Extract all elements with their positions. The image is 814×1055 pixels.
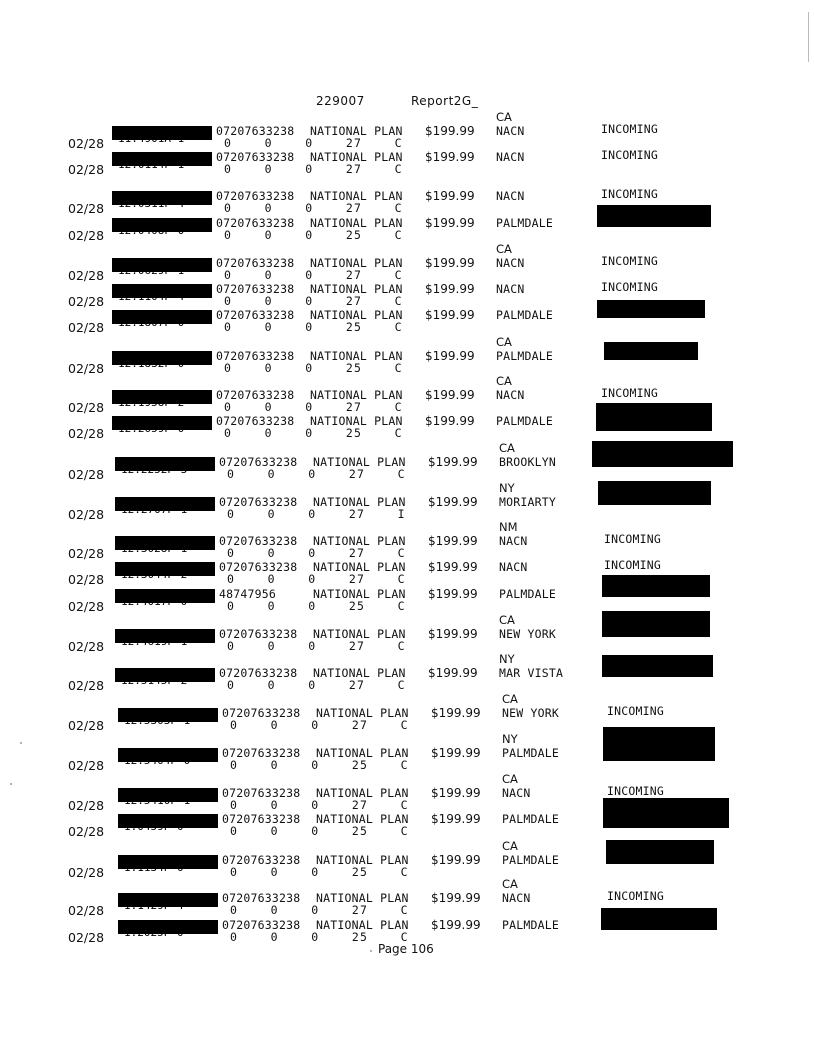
redacted-time-stamp bbox=[115, 457, 215, 477]
redaction-bar bbox=[112, 126, 212, 140]
call-direction: INCOMING bbox=[601, 254, 658, 268]
redaction-bar bbox=[596, 403, 712, 431]
redaction-bar bbox=[112, 416, 212, 430]
plan-name: NATIONAL PLAN bbox=[310, 388, 403, 402]
phone-number: 07207633238 bbox=[216, 282, 295, 296]
state-code: NY bbox=[502, 732, 518, 746]
redaction-bar bbox=[112, 310, 212, 324]
plan-amount: $199.99 bbox=[425, 349, 475, 363]
usage-columns: 0 0 0 27 C bbox=[230, 903, 409, 917]
plan-name: NATIONAL PLAN bbox=[313, 455, 406, 469]
redacted-time-stamp bbox=[118, 788, 218, 808]
plan-amount: $199.99 bbox=[431, 786, 481, 800]
redacted-time-stamp bbox=[112, 390, 212, 410]
plan-amount: $199.99 bbox=[425, 308, 475, 322]
city-name: NACN bbox=[496, 189, 525, 203]
redaction-bar bbox=[118, 814, 218, 828]
redacted-time-stamp bbox=[118, 814, 218, 834]
city-name: PALMDALE bbox=[496, 216, 553, 230]
call-direction: INCOMING bbox=[604, 558, 661, 572]
phone-number: 07207633238 bbox=[219, 666, 298, 680]
plan-name: NATIONAL PLAN bbox=[313, 627, 406, 641]
call-date: 02/28 bbox=[68, 467, 105, 482]
state-code: CA bbox=[496, 110, 512, 124]
call-date: 02/28 bbox=[68, 201, 105, 216]
state-code: CA bbox=[502, 877, 518, 891]
redacted-time-stamp bbox=[115, 497, 215, 517]
city-name: NACN bbox=[502, 786, 531, 800]
call-date: 02/28 bbox=[68, 162, 105, 177]
city-name: NEW YORK bbox=[499, 627, 556, 641]
redaction-bar bbox=[112, 258, 212, 272]
plan-amount: $199.99 bbox=[428, 495, 478, 509]
redaction-bar bbox=[597, 300, 705, 318]
call-date: 02/28 bbox=[68, 320, 105, 335]
state-code: CA bbox=[499, 613, 515, 627]
plan-amount: $199.99 bbox=[425, 150, 475, 164]
usage-columns: 0 0 0 27 C bbox=[224, 162, 403, 176]
plan-name: NATIONAL PLAN bbox=[310, 124, 403, 138]
city-name: NACN bbox=[496, 124, 525, 138]
usage-columns: 0 0 0 27 C bbox=[227, 467, 406, 481]
plan-name: NATIONAL PLAN bbox=[310, 308, 403, 322]
plan-amount: $199.99 bbox=[425, 282, 475, 296]
redaction-bar bbox=[118, 920, 218, 934]
redaction-bar bbox=[112, 284, 212, 298]
plan-amount: $199.99 bbox=[428, 627, 478, 641]
call-date: 02/28 bbox=[68, 228, 105, 243]
state-code: NM bbox=[499, 520, 518, 534]
plan-name: NATIONAL PLAN bbox=[316, 746, 409, 760]
call-date: 02/28 bbox=[68, 599, 105, 614]
call-direction: INCOMING bbox=[607, 889, 664, 903]
page-number: Page 106 bbox=[378, 942, 434, 956]
state-code: CA bbox=[499, 441, 515, 455]
city-name: NEW YORK bbox=[502, 706, 559, 720]
redaction-bar bbox=[115, 668, 215, 682]
phone-number: 07207633238 bbox=[222, 746, 301, 760]
plan-amount: $199.99 bbox=[431, 706, 481, 720]
plan-amount: $199.99 bbox=[425, 414, 475, 428]
plan-amount: $199.99 bbox=[428, 534, 478, 548]
redaction-bar bbox=[115, 562, 215, 576]
usage-columns: 0 0 0 27 C bbox=[227, 678, 406, 692]
state-code: CA bbox=[496, 335, 512, 349]
phone-number: 07207633238 bbox=[222, 853, 301, 867]
phone-number: 07207633238 bbox=[219, 560, 298, 574]
city-name: NACN bbox=[496, 256, 525, 270]
scan-edge-line bbox=[808, 12, 809, 62]
call-direction: INCOMING bbox=[607, 784, 664, 798]
city-name: NACN bbox=[496, 388, 525, 402]
redacted-time-stamp bbox=[118, 893, 218, 913]
plan-amount: $199.99 bbox=[425, 256, 475, 270]
redaction-bar bbox=[115, 536, 215, 550]
redaction-bar bbox=[112, 351, 212, 365]
state-code: NY bbox=[499, 481, 515, 495]
usage-columns: 0 0 0 27 C bbox=[227, 546, 406, 560]
plan-amount: $199.99 bbox=[425, 388, 475, 402]
redaction-bar bbox=[118, 893, 218, 907]
city-name: PALMDALE bbox=[502, 812, 559, 826]
call-date: 02/28 bbox=[68, 865, 105, 880]
call-date: 02/28 bbox=[68, 758, 105, 773]
plan-amount: $199.99 bbox=[431, 746, 481, 760]
city-name: PALMDALE bbox=[499, 587, 556, 601]
phone-number: 07207633238 bbox=[222, 786, 301, 800]
phone-number: 07207633238 bbox=[222, 918, 301, 932]
redaction-bar bbox=[597, 205, 711, 227]
call-date: 02/28 bbox=[68, 718, 105, 733]
plan-name: NATIONAL PLAN bbox=[310, 150, 403, 164]
phone-number: 07207633238 bbox=[216, 189, 295, 203]
usage-columns: 0 0 0 27 C bbox=[230, 718, 409, 732]
city-name: BROOKLYN bbox=[499, 455, 556, 469]
plan-name: NATIONAL PLAN bbox=[316, 706, 409, 720]
redaction-bar bbox=[112, 218, 212, 232]
plan-amount: $199.99 bbox=[428, 666, 478, 680]
redaction-bar bbox=[115, 589, 215, 603]
city-name: NACN bbox=[496, 150, 525, 164]
redaction-bar bbox=[602, 611, 710, 637]
usage-columns: 0 0 0 27 C bbox=[224, 294, 403, 308]
usage-columns: 0 0 0 27 C bbox=[224, 136, 403, 150]
city-name: PALMDALE bbox=[502, 746, 559, 760]
usage-columns: 0 0 0 27 C bbox=[224, 201, 403, 215]
plan-name: NATIONAL PLAN bbox=[313, 587, 406, 601]
phone-number: 07207633238 bbox=[216, 256, 295, 270]
redaction-bar bbox=[603, 727, 715, 761]
state-code: NY bbox=[499, 652, 515, 666]
usage-columns: 0 0 0 25 C bbox=[224, 426, 403, 440]
call-date: 02/28 bbox=[68, 678, 105, 693]
redacted-time-stamp bbox=[115, 562, 215, 582]
redacted-time-stamp bbox=[118, 708, 218, 728]
scan-speck bbox=[10, 783, 12, 785]
call-direction: INCOMING bbox=[604, 532, 661, 546]
usage-columns: 0 0 0 25 C bbox=[224, 320, 403, 334]
usage-columns: 0 0 0 25 C bbox=[230, 930, 409, 944]
city-name: NACN bbox=[499, 534, 528, 548]
state-code: CA bbox=[496, 374, 512, 388]
redacted-time-stamp bbox=[112, 351, 212, 371]
phone-number: 07207633238 bbox=[216, 124, 295, 138]
redacted-time-stamp bbox=[112, 218, 212, 238]
redaction-bar bbox=[118, 708, 218, 722]
scan-speck bbox=[20, 742, 22, 744]
plan-name: NATIONAL PLAN bbox=[310, 256, 403, 270]
phone-number: 07207633238 bbox=[222, 812, 301, 826]
usage-columns: 0 0 0 25 C bbox=[224, 361, 403, 375]
plan-amount: $199.99 bbox=[428, 455, 478, 469]
plan-amount: $199.99 bbox=[428, 587, 478, 601]
call-direction: INCOMING bbox=[601, 122, 658, 136]
usage-columns: 0 0 0 25 C bbox=[227, 599, 406, 613]
plan-amount: $199.99 bbox=[428, 560, 478, 574]
city-name: MAR VISTA bbox=[499, 666, 564, 680]
redaction-bar bbox=[602, 575, 710, 597]
phone-number: 07207633238 bbox=[219, 627, 298, 641]
usage-columns: 0 0 0 27 C bbox=[224, 268, 403, 282]
call-direction: INCOMING bbox=[601, 148, 658, 162]
report-name: Report2G_ bbox=[411, 94, 479, 108]
city-name: NACN bbox=[502, 891, 531, 905]
phone-number: 07207633238 bbox=[219, 495, 298, 509]
plan-name: NATIONAL PLAN bbox=[316, 891, 409, 905]
state-code: CA bbox=[502, 692, 518, 706]
call-date: 02/28 bbox=[68, 546, 105, 561]
redacted-time-stamp bbox=[118, 920, 218, 940]
redacted-time-stamp bbox=[118, 748, 218, 768]
plan-name: NATIONAL PLAN bbox=[310, 349, 403, 363]
call-date: 02/28 bbox=[68, 426, 105, 441]
plan-name: NATIONAL PLAN bbox=[316, 786, 409, 800]
plan-amount: $199.99 bbox=[425, 124, 475, 138]
phone-number: 07207633238 bbox=[222, 706, 301, 720]
usage-columns: 0 0 0 27 C bbox=[227, 639, 406, 653]
city-name: NACN bbox=[499, 560, 528, 574]
phone-number: 07207633238 bbox=[216, 388, 295, 402]
call-date: 02/28 bbox=[68, 400, 105, 415]
redaction-bar bbox=[118, 788, 218, 802]
call-direction: INCOMING bbox=[607, 704, 664, 718]
redacted-time-stamp bbox=[115, 668, 215, 688]
plan-name: NATIONAL PLAN bbox=[310, 189, 403, 203]
redaction-bar bbox=[592, 441, 733, 467]
city-name: PALMDALE bbox=[496, 349, 553, 363]
redaction-bar bbox=[118, 748, 218, 762]
call-direction: INCOMING bbox=[601, 386, 658, 400]
redaction-bar bbox=[598, 481, 711, 505]
phone-number: 07207633238 bbox=[216, 349, 295, 363]
phone-number: 07207633238 bbox=[216, 150, 295, 164]
redacted-time-stamp bbox=[112, 310, 212, 330]
redacted-time-stamp bbox=[112, 284, 212, 304]
usage-columns: 0 0 0 25 C bbox=[230, 824, 409, 838]
call-date: 02/28 bbox=[68, 903, 105, 918]
plan-name: NATIONAL PLAN bbox=[310, 282, 403, 296]
usage-columns: 0 0 0 27 C bbox=[230, 798, 409, 812]
state-code: CA bbox=[496, 242, 512, 256]
redacted-time-stamp bbox=[112, 258, 212, 278]
call-direction: INCOMING bbox=[601, 280, 658, 294]
phone-number: 07207633238 bbox=[216, 216, 295, 230]
redaction-bar bbox=[112, 152, 212, 166]
case-number: 229007 bbox=[316, 94, 365, 108]
redacted-time-stamp bbox=[112, 126, 212, 146]
plan-amount: $199.99 bbox=[425, 189, 475, 203]
call-date: 02/28 bbox=[68, 361, 105, 376]
redaction-bar bbox=[603, 798, 729, 828]
scan-speck bbox=[370, 950, 372, 952]
call-date: 02/28 bbox=[68, 639, 105, 654]
usage-columns: 0 0 0 25 C bbox=[230, 865, 409, 879]
phone-number: 07207633238 bbox=[219, 455, 298, 469]
redacted-time-stamp bbox=[112, 191, 212, 211]
redacted-time-stamp bbox=[115, 589, 215, 609]
call-date: 02/28 bbox=[68, 798, 105, 813]
redaction-bar bbox=[118, 855, 218, 869]
usage-columns: 0 0 0 27 C bbox=[227, 572, 406, 586]
state-code: CA bbox=[502, 839, 518, 853]
call-date: 02/28 bbox=[68, 268, 105, 283]
phone-number: 07207633238 bbox=[219, 534, 298, 548]
usage-columns: 0 0 0 27 I bbox=[227, 507, 406, 521]
plan-amount: $199.99 bbox=[431, 853, 481, 867]
call-date: 02/28 bbox=[68, 507, 105, 522]
city-name: MORIARTY bbox=[499, 495, 556, 509]
redaction-bar bbox=[602, 655, 713, 677]
city-name: PALMDALE bbox=[496, 308, 553, 322]
redacted-time-stamp bbox=[115, 629, 215, 649]
plan-name: NATIONAL PLAN bbox=[313, 560, 406, 574]
redacted-time-stamp bbox=[112, 152, 212, 172]
usage-columns: 0 0 0 27 C bbox=[224, 400, 403, 414]
redacted-time-stamp bbox=[118, 855, 218, 875]
redaction-bar bbox=[604, 342, 698, 360]
plan-name: NATIONAL PLAN bbox=[310, 216, 403, 230]
redaction-bar bbox=[115, 497, 215, 511]
redaction-bar bbox=[606, 840, 714, 864]
plan-name: NATIONAL PLAN bbox=[316, 918, 409, 932]
redaction-bar bbox=[112, 191, 212, 205]
plan-amount: $199.99 bbox=[425, 216, 475, 230]
usage-columns: 0 0 0 25 C bbox=[230, 758, 409, 772]
plan-amount: $199.99 bbox=[431, 918, 481, 932]
call-date: 02/28 bbox=[68, 136, 105, 151]
plan-amount: $199.99 bbox=[431, 891, 481, 905]
usage-columns: 0 0 0 25 C bbox=[224, 228, 403, 242]
city-name: PALMDALE bbox=[502, 853, 559, 867]
call-date: 02/28 bbox=[68, 930, 105, 945]
phone-number: 07207633238 bbox=[216, 308, 295, 322]
redaction-bar bbox=[115, 457, 215, 471]
city-name: PALMDALE bbox=[502, 918, 559, 932]
redaction-bar bbox=[601, 908, 717, 930]
plan-name: NATIONAL PLAN bbox=[313, 666, 406, 680]
redacted-time-stamp bbox=[112, 416, 212, 436]
call-date: 02/28 bbox=[68, 572, 105, 587]
plan-name: NATIONAL PLAN bbox=[316, 812, 409, 826]
plan-amount: $199.99 bbox=[431, 812, 481, 826]
redacted-time-stamp bbox=[115, 536, 215, 556]
call-date: 02/28 bbox=[68, 824, 105, 839]
plan-name: NATIONAL PLAN bbox=[313, 534, 406, 548]
phone-number: 07207633238 bbox=[216, 414, 295, 428]
plan-name: NATIONAL PLAN bbox=[313, 495, 406, 509]
state-code: CA bbox=[502, 772, 518, 786]
phone-number: 07207633238 bbox=[222, 891, 301, 905]
city-name: PALMDALE bbox=[496, 414, 553, 428]
city-name: NACN bbox=[496, 282, 525, 296]
redaction-bar bbox=[112, 390, 212, 404]
phone-number: 48747956 bbox=[219, 587, 276, 601]
plan-name: NATIONAL PLAN bbox=[316, 853, 409, 867]
call-date: 02/28 bbox=[68, 294, 105, 309]
plan-name: NATIONAL PLAN bbox=[310, 414, 403, 428]
call-direction: INCOMING bbox=[601, 187, 658, 201]
redaction-bar bbox=[115, 629, 215, 643]
